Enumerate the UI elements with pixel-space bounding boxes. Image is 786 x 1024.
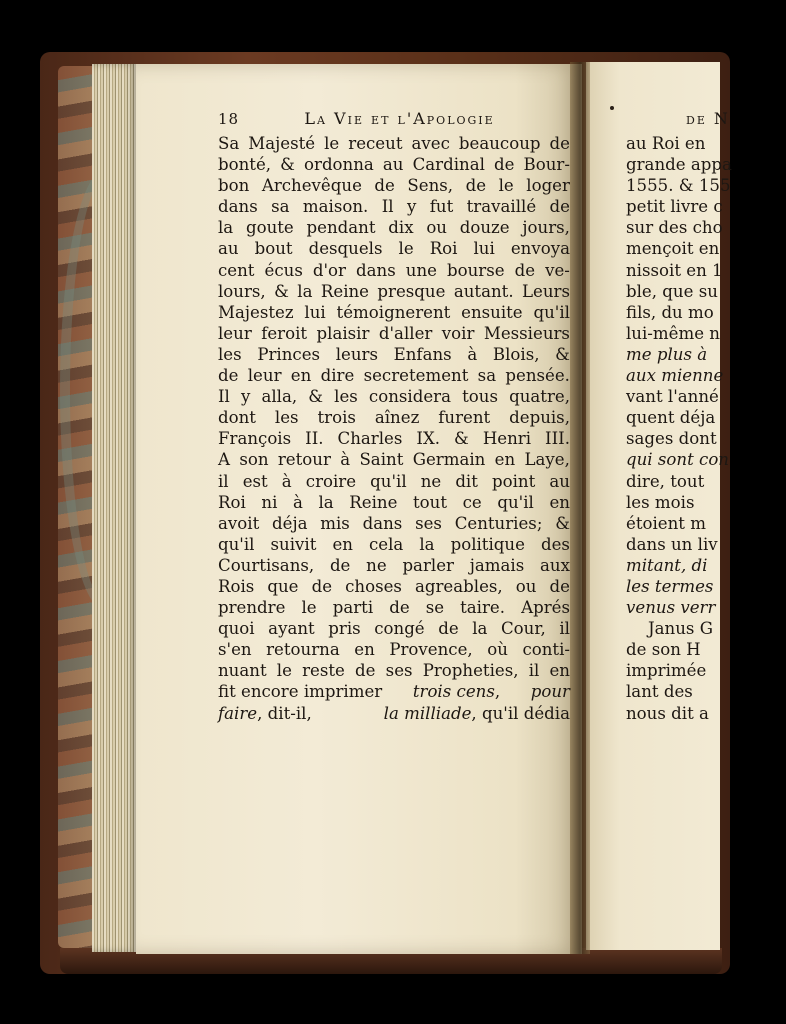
running-head: La Vie et l'Apologie (304, 109, 495, 128)
right-text-line-12: aux mienne (626, 366, 724, 386)
right-text-line-14: quent déja (626, 408, 716, 428)
right-text-line-20: dans un liv (626, 534, 718, 554)
text-line-16: A son retour à Saint Germain en Laye, (218, 450, 570, 470)
text-line-10: leur feroit plaisir d'aller voir Messieurs (218, 323, 570, 343)
text-line-26: nuant le reste de ses Propheties, il en (218, 661, 570, 681)
right-text-line-9: fils, du mo (626, 302, 714, 322)
text-line-19: avoit déja mis dans ses Centuries; & (218, 513, 570, 533)
left-page-header (218, 108, 570, 130)
text-line-27: fit encore imprimer (218, 682, 383, 702)
right-text-line-7: nissoit en 1 (626, 260, 723, 280)
left-page-text (218, 108, 570, 724)
right-text-line-4: petit livre c (626, 197, 723, 217)
page-number: 18 (218, 110, 240, 128)
text-line-4: dans sa maison. Il y fut travaillé de (218, 197, 570, 217)
final-text-2: , qu'il dédia (471, 703, 570, 723)
right-text-line-17: dire, tout (626, 471, 705, 491)
right-text-line-6: mençoit en (626, 239, 720, 259)
ink-dot (610, 106, 614, 110)
text-line-18: Roi ni à la Reine tout ce qu'il en (218, 492, 570, 512)
text-line-17: il est à croire qu'il ne dit point au (218, 471, 570, 491)
right-text-line-23: venus verr (626, 598, 716, 618)
text-line-21: Courtisans, de ne parler jamais aux (218, 555, 570, 575)
text-line-22: Rois que de choses agreables, ou de (218, 576, 570, 596)
text-line-1: Sa Majesté le receut avec beaucoup de (218, 134, 570, 153)
right-text-line-8: ble, que su (626, 281, 718, 301)
right-text-line-22: les termes (626, 576, 714, 596)
right-running-head: de N (686, 109, 730, 128)
comma-sep: , (494, 682, 501, 702)
right-text-line-15: sages dont (626, 429, 717, 449)
left-page-lines (218, 133, 570, 681)
italic-faire: faire (218, 703, 258, 723)
text-line-3: bon Archevêque de Sens, de le loger (218, 176, 570, 196)
text-line-13: Il y alla, & les considera tous quatre, (218, 387, 570, 407)
text-line-15: François II. Charles IX. & Henri III. (218, 429, 570, 449)
text-line-14: dont les trois aînez furent depuis, (218, 408, 570, 428)
page-edges (92, 64, 138, 952)
right-text-line-11: me plus à (626, 344, 708, 364)
text-line-2: bonté, & ordonna au Cardinal de Bour- (218, 155, 570, 175)
right-text-line-13: vant l'anné (626, 387, 719, 407)
right-text-line-21: mitant, di (626, 555, 708, 575)
right-text-line-5: sur des cho (626, 218, 723, 238)
italic-pour: pour (530, 682, 570, 702)
right-page-lines (626, 133, 786, 724)
right-text-line-27: lant des (626, 682, 693, 702)
right-text-line-18: les mois (626, 492, 695, 512)
right-text-line-1: au Roi en (626, 134, 706, 153)
final-text-1: , dit-il, (257, 703, 312, 723)
right-text-line-19: étoient m (626, 513, 706, 533)
italic-la-milliade: la milliade (383, 703, 472, 723)
text-line-11: les Princes leurs Enfans à Blois, & (218, 344, 570, 364)
right-text-line-2: grande appa (626, 155, 732, 175)
right-text-line-24: Janus G (648, 619, 713, 639)
right-text-line-25: de son H (626, 640, 701, 660)
right-text-line-16: qui sont con (626, 450, 729, 470)
text-line-24: quoi ayant pris congé de la Cour, il (218, 619, 570, 639)
right-text-line-10: lui-même n (626, 323, 720, 343)
italic-trois-cens: trois cens (412, 682, 495, 702)
text-line-9: Majestez lui témoignerent ensuite qu'il (218, 302, 570, 322)
text-line-7: cent écus d'or dans une bourse de ve- (218, 260, 570, 280)
text-line-8: lours, & la Reine presque autant. Leurs (218, 281, 570, 301)
text-line-5: la goute pendant dix ou douze jours, (218, 218, 570, 238)
right-text-line-28: nous dit a (626, 703, 709, 723)
right-page-text (626, 108, 786, 724)
right-text-line-3: 1555. & 155 (626, 176, 731, 196)
text-line-6: au bout desquels le Roi lui envoya (218, 239, 570, 259)
text-line-italic-1 (218, 681, 570, 702)
text-line-12: de leur en dire secretement sa pensée. (218, 366, 570, 386)
text-line-25: s'en retourna en Provence, où conti- (218, 640, 570, 660)
text-line-23: prendre le parti de se taire. Aprés (218, 598, 570, 618)
text-line-final (218, 703, 570, 724)
right-text-line-26: imprimée (626, 661, 707, 681)
text-line-20: qu'il suivit en cela la politique des (218, 534, 570, 554)
right-page-clip (586, 62, 732, 950)
